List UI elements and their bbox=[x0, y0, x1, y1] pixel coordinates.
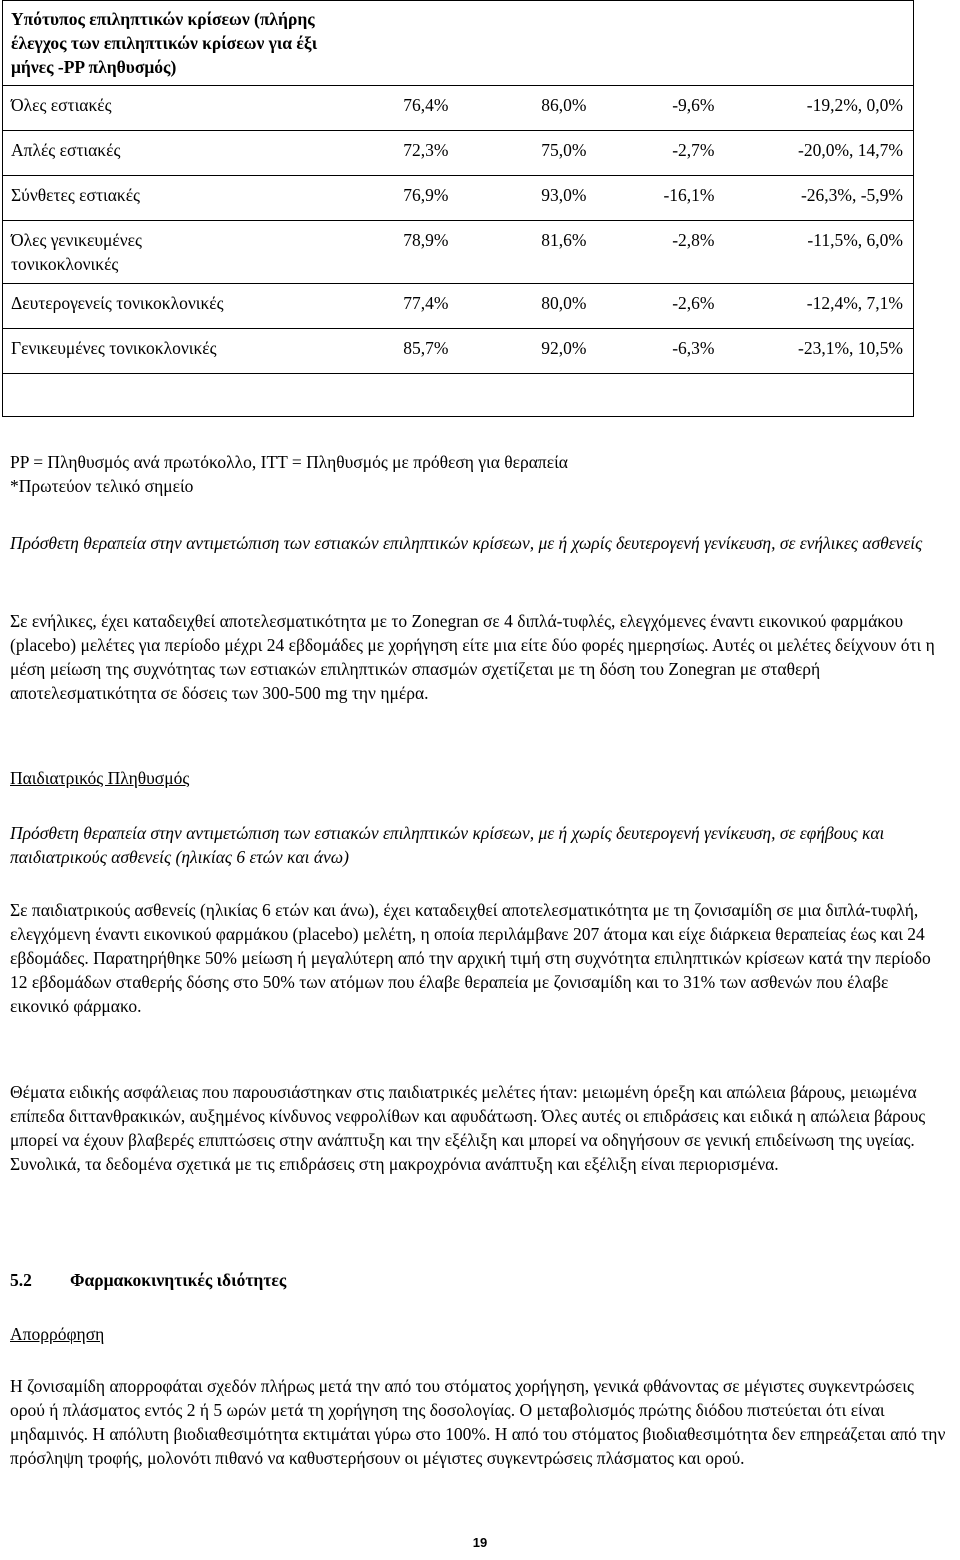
page-number: 19 bbox=[472, 1535, 488, 1550]
row-label: Δευτερογενείς τονικοκλονικές bbox=[3, 284, 359, 329]
row-label: Σύνθετες εστιακές bbox=[3, 176, 359, 221]
table-header-empty bbox=[359, 1, 914, 86]
cell-value: 78,9% bbox=[359, 221, 459, 284]
table-row bbox=[3, 86, 914, 131]
row-label: Απλές εστιακές bbox=[3, 131, 359, 176]
cell-value: -11,5%, 6,0% bbox=[725, 221, 914, 284]
absorption-paragraph: Η ζονισαμίδη απορροφάται σχεδόν πλήρως μετά την από του στόματος χορήγηση, γενικά φθάνοντας σε μέγιστες συγκεντρώσεις ορού ή πλάσματος εντός 2 ή 5 ωρών μετά τη χορήγηση της δοσολογίας. Ο μεταβολισμός πρώτης διόδου πιστεύεται ότι είναι μηδαμινός. Η απόλυτη βιοδιαθεσιμότητα εκτιμάται γύρω στο 100%. Η από του στόματος βιοδιαθεσιμότητα δεν επηρεάζεται από την πρόσληψη τροφής, μολονότι πιθανό να καθυστερήσουν οι μέγιστες συγκεντρώσεις πλάσματος και ορού. bbox=[10, 1376, 946, 1468]
cell-value: -2,8% bbox=[597, 221, 725, 284]
cell-value: -19,2%, 0,0% bbox=[725, 86, 914, 131]
absorption-title: Απορρόφηση bbox=[10, 1324, 105, 1344]
efficacy-table bbox=[2, 0, 914, 417]
cell-value: -16,1% bbox=[597, 176, 725, 221]
row-label: Όλες γενικευμένες τονικοκλονικές bbox=[3, 221, 359, 284]
pediatric-heading: Πρόσθετη θεραπεία στην αντιμετώπιση των εστιακών επιληπτικών κρίσεων, με ή χωρίς δευτερογενή γενίκευση, σε εφήβους και παιδιατρικούς ασθενείς (ηλικίας 6 ετών και άνω) bbox=[10, 823, 885, 867]
cell-value: 80,0% bbox=[459, 284, 597, 329]
adult-heading: Πρόσθετη θεραπεία στην αντιμετώπιση των εστιακών επιληπτικών κρίσεων, με ή χωρίς δευτερογενή γενίκευση, σε ενήλικες ασθενείς bbox=[10, 533, 923, 553]
cell-value: -26,3%, -5,9% bbox=[725, 176, 914, 221]
cell-value: -9,6% bbox=[597, 86, 725, 131]
cell-value: 77,4% bbox=[359, 284, 459, 329]
cell-value: 85,7% bbox=[359, 329, 459, 374]
section-heading bbox=[10, 1268, 950, 1292]
table-row bbox=[3, 176, 914, 221]
pediatric-paragraph: Σε παιδιατρικούς ασθενείς (ηλικίας 6 ετών και άνω), έχει καταδειχθεί αποτελεσματικότητα με τη ζονισαμίδη σε μια διπλά-τυφλή, ελεγχόμενη έναντι εικονικού φαρμάκου (placebo) μελέτη, η οποία περιλάμβανε 207 άτομα και είχε διάρκεια θεραπείας έως και 24 εβδομάδες. Παρατηρήθηκε 50% μείωση ή μεγαλύτερη από την αρχική τιμή στη συχνότητα επιληπτικών κρίσεων κατά την περίοδο 12 εβδομάδων σταθερής δόσης στο 50% των ατόμων που έλαβε θεραπεία με ζονισαμίδη και το 31% των ασθενών που έλαβε εικονικό φάρμακο. bbox=[10, 900, 931, 1016]
cell-value: 76,4% bbox=[359, 86, 459, 131]
table-header-row bbox=[3, 1, 914, 86]
cell-value: -2,7% bbox=[597, 131, 725, 176]
section-number: 5.2 bbox=[10, 1270, 32, 1290]
row-label: Γενικευμένες τονικοκλονικές bbox=[3, 329, 359, 374]
cell-value: 75,0% bbox=[459, 131, 597, 176]
table-row bbox=[3, 221, 914, 284]
cell-value: 92,0% bbox=[459, 329, 597, 374]
row-label: Όλες εστιακές bbox=[3, 86, 359, 131]
cell-value: -23,1%, 10,5% bbox=[725, 329, 914, 374]
table-row bbox=[3, 284, 914, 329]
safety-paragraph: Θέματα ειδικής ασφάλειας που παρουσιάστηκαν στις παιδιατρικές μελέτες ήταν: μειωμένη όρεξη και απώλεια βάρους, μειωμένα επίπεδα διττανθρακικών, αυξημένος κίνδυνος νεφρολίθων και αφυδάτωση. Όλες αυτές οι επιδράσεις και ειδικά η απώλεια βάρους μπορεί να έχουν βλαβερές επιπτώσεις στην ανάπτυξη και την εξέλιξη και μπορεί να οδηγήσουν σε γενική επιδείνωση της υγείας. Συνολικά, τα δεδομένα σχετικά με τις επιδράσεις στη μακροχρόνια ανάπτυξη και εξέλιξη είναι περιορισμένα. bbox=[10, 1082, 926, 1174]
cell-value: -20,0%, 14,7% bbox=[725, 131, 914, 176]
pediatric-title: Παιδιατρικός Πληθυσμός bbox=[10, 768, 190, 788]
cell-value: 72,3% bbox=[359, 131, 459, 176]
cell-value: -12,4%, 7,1% bbox=[725, 284, 914, 329]
footnote-primary-endpoint: *Πρωτεύον τελικό σημείο bbox=[10, 476, 194, 496]
cell-value: -6,3% bbox=[597, 329, 725, 374]
section-title: Φαρμακοκινητικές ιδιότητες bbox=[70, 1270, 287, 1290]
adult-paragraph: Σε ενήλικες, έχει καταδειχθεί αποτελεσματικότητα με το Zonegran σε 4 διπλά-τυφλές, ελεγχόμενες έναντι εικονικού φαρμάκου (placebo) μελέτες για περίοδο μέχρι 24 εβδομάδες με χορήγηση είτε μια είτε δύο φορές ημερησίως. Αυτές οι μελέτες δείχνουν ότι η μέση μείωση της συχνότητας των εστιακών επιληπτικών σπασμών σχετίζεται με τη δόση του Zonegran με σταθερή αποτελεσματικότητα σε δόσεις των 300-500 mg την ημέρα. bbox=[10, 611, 935, 703]
cell-value: 93,0% bbox=[459, 176, 597, 221]
table-header-cell: Υπότυπος επιληπτικών κρίσεων (πλήρης έλεγχος των επιληπτικών κρίσεων για έξι μήνες -PP πληθυσμός) bbox=[3, 1, 359, 86]
cell-value: -2,6% bbox=[597, 284, 725, 329]
cell-value: 76,9% bbox=[359, 176, 459, 221]
table-row bbox=[3, 131, 914, 176]
table-empty-row bbox=[3, 374, 914, 417]
footnote-abbreviations: PP = Πληθυσμός ανά πρωτόκολλο, ITT = Πληθυσμός με πρόθεση για θεραπεία bbox=[10, 452, 568, 472]
table-row bbox=[3, 329, 914, 374]
cell-value: 81,6% bbox=[459, 221, 597, 284]
table-footnotes bbox=[10, 450, 950, 498]
cell-value: 86,0% bbox=[459, 86, 597, 131]
empty-cell bbox=[3, 374, 914, 417]
